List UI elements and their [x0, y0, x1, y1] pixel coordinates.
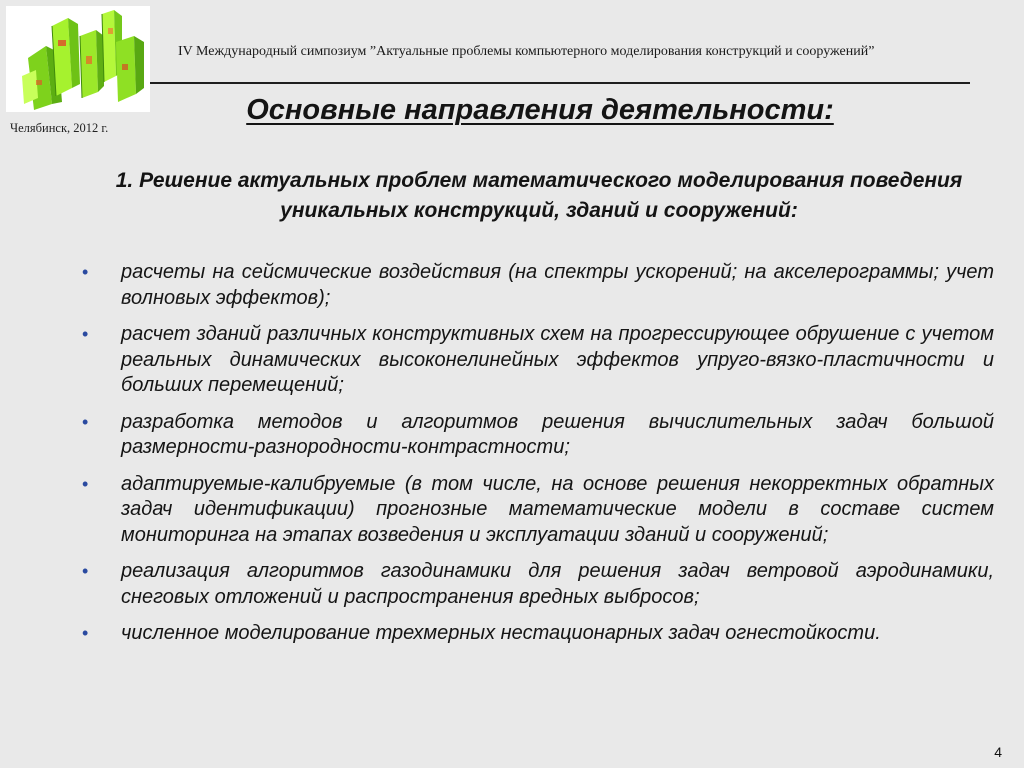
list-item — [82, 260, 994, 311]
list-item — [82, 410, 994, 461]
conference-logo — [6, 6, 150, 112]
list-item — [82, 621, 994, 647]
list-item — [82, 559, 994, 610]
header-divider — [150, 82, 970, 84]
bullet-list — [82, 260, 994, 658]
conference-title: IV Международный симпозиум ”Актуальные проблемы компьютерного моделирования конструкций и сооружений” — [178, 44, 875, 59]
bullet-icon: • — [82, 473, 89, 494]
list-item — [82, 322, 994, 399]
list-item-text: расчет зданий различных конструктивных схем на прогрессирующее обрушение с учетом реальных динамических высоконелинейных эффектов упруго-вязко-пластичности и больших перемещений; — [121, 323, 994, 396]
bullet-icon: • — [82, 561, 89, 581]
city-year-label: Челябинск, 2012 г. — [10, 121, 109, 135]
list-item-text: адаптируемые-калибруемые (в том числе, на основе решения некорректных обратных задач идентификации) прогнозные математические модели в составе систем мониторинга на этапах возведения и эксплуатации зданий и сооружений; — [121, 472, 994, 546]
bullet-icon: • — [82, 411, 89, 432]
section-heading: 1. Решение актуальных проблем математического моделирования поведения уникальных конструкций, зданий и сооружений: — [115, 169, 963, 222]
building-model-icon — [6, 6, 150, 112]
list-item-text: расчеты на сейсмические воздействия (на спектры ускорений; на акселерограммы; учет волновых эффектов); — [121, 261, 994, 309]
bullet-icon: • — [82, 262, 89, 282]
page-number: 4 — [994, 744, 1002, 760]
bullet-icon: • — [82, 324, 89, 344]
slide-title: Основные направления деятельности: — [246, 94, 834, 126]
list-item-text: реализация алгоритмов газодинамики для решения задач ветровой аэродинамики, снеговых отложений и распространения вредных выбросов; — [121, 560, 994, 608]
list-item — [82, 472, 994, 549]
bullet-icon: • — [82, 623, 89, 643]
list-item-text: разработка методов и алгоритмов решения вычислительных задач большой размерности-разнородности-контрастности; — [121, 410, 994, 458]
list-item-text: численное моделирование трехмерных нестационарных задач огнестойкости. — [121, 622, 881, 644]
